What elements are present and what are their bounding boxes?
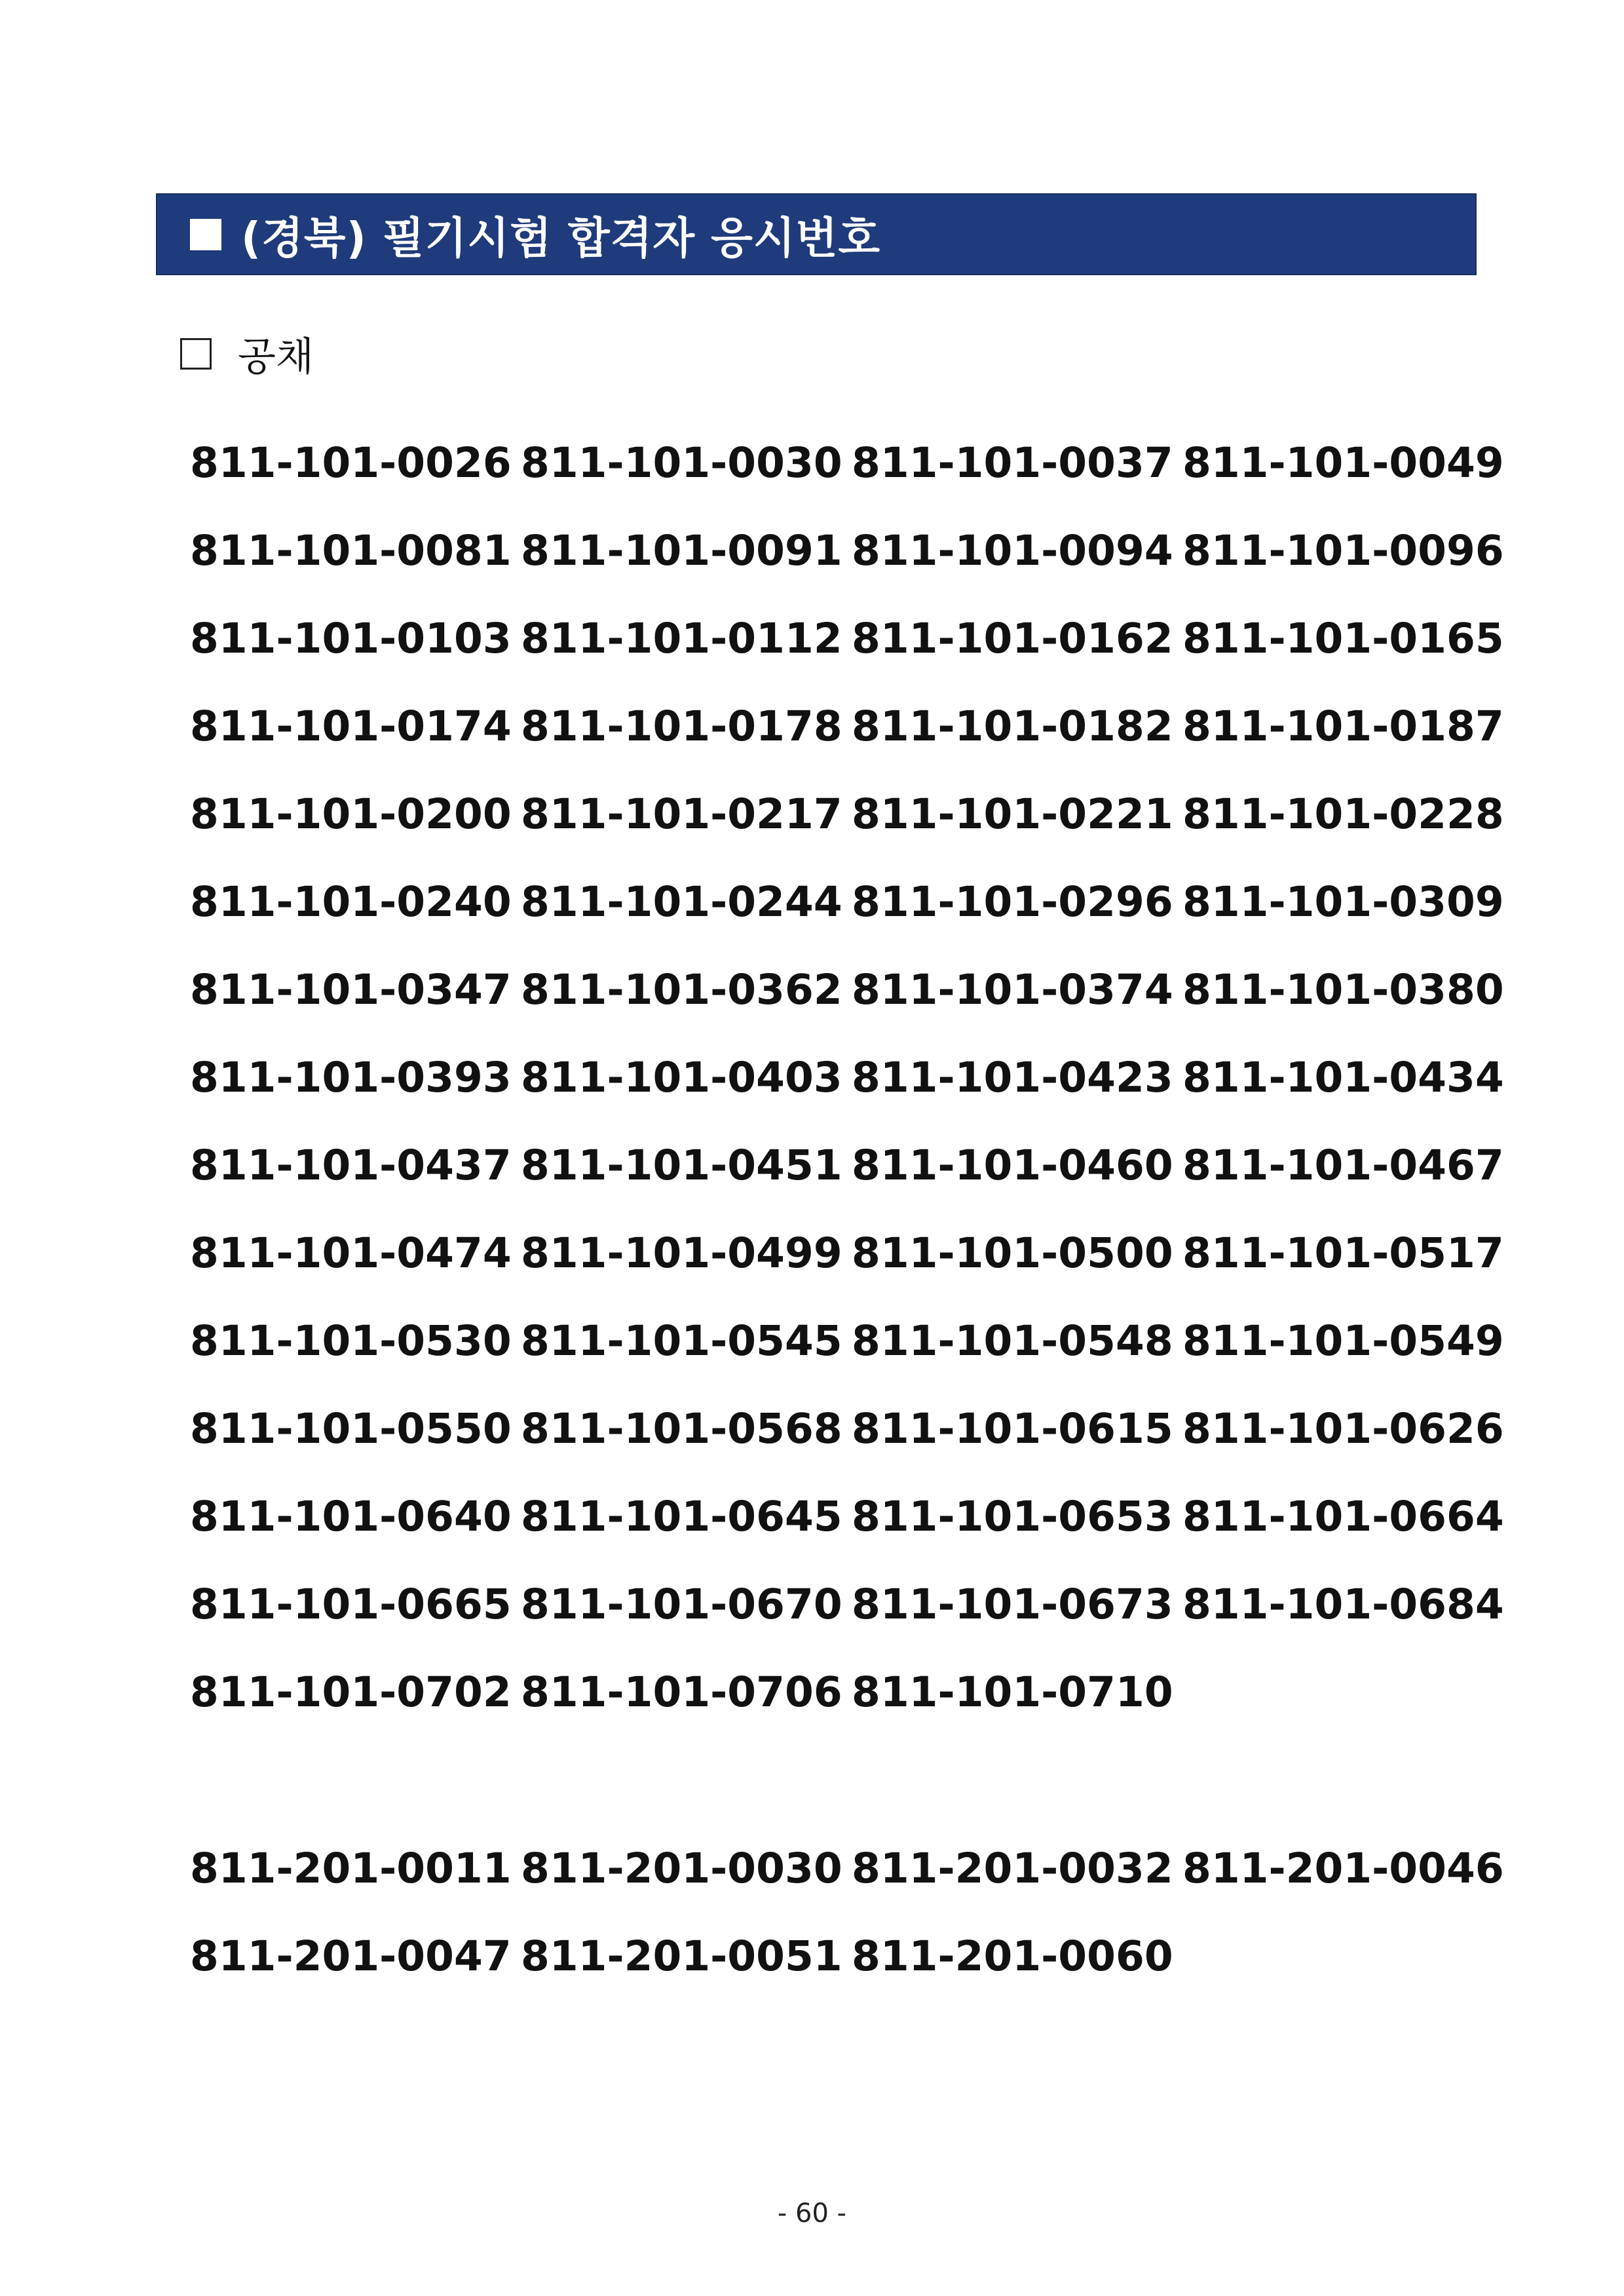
exam-number: 811-101-0049 [1182,439,1504,487]
page-number: - 60 - [777,2198,847,2229]
exam-number: 811-101-0670 [521,1580,842,1628]
exam-number: 811-101-0200 [190,790,512,838]
exam-number: 811-101-0162 [852,615,1173,662]
exam-number: 811-101-0434 [1182,1054,1504,1101]
exam-number-list [190,0,1504,2296]
exam-number: 811-101-0451 [521,1141,842,1189]
exam-number: 811-101-0706 [521,1668,842,1716]
exam-number: 811-101-0240 [190,878,512,926]
exam-number: 811-101-0517 [1182,1229,1504,1277]
exam-number: 811-101-0217 [521,790,842,838]
exam-number: 811-201-0030 [521,1845,842,1892]
exam-number: 811-101-0174 [190,702,512,750]
exam-number: 811-101-0549 [1182,1317,1504,1365]
exam-number: 811-101-0026 [190,439,512,487]
exam-number: 811-101-0037 [852,439,1173,487]
exam-number: 811-101-0221 [852,790,1173,838]
exam-number: 811-201-0046 [1182,1845,1504,1892]
exam-number: 811-201-0011 [190,1845,512,1892]
exam-number: 811-101-0550 [190,1405,512,1453]
exam-number: 811-201-0032 [852,1845,1173,1892]
exam-number: 811-101-0103 [190,615,512,662]
exam-number: 811-101-0673 [852,1580,1173,1628]
exam-number: 811-101-0030 [521,439,842,487]
exam-number: 811-101-0467 [1182,1141,1504,1189]
exam-number: 811-101-0165 [1182,615,1504,662]
exam-number: 811-101-0568 [521,1405,842,1453]
exam-number: 811-101-0228 [1182,790,1504,838]
exam-number: 811-101-0309 [1182,878,1504,926]
exam-number: 811-201-0051 [521,1932,842,1980]
exam-number: 811-101-0244 [521,878,842,926]
exam-number: 811-101-0403 [521,1054,842,1101]
exam-number: 811-101-0112 [521,615,842,662]
exam-number: 811-101-0094 [852,527,1173,575]
exam-number: 811-101-0710 [852,1668,1173,1716]
exam-number: 811-101-0437 [190,1141,512,1189]
exam-number: 811-101-0684 [1182,1580,1504,1628]
exam-number: 811-101-0374 [852,966,1173,1014]
exam-number: 811-101-0296 [852,878,1173,926]
exam-number: 811-101-0187 [1182,702,1504,750]
exam-number: 811-101-0423 [852,1054,1173,1101]
exam-number: 811-201-0047 [190,1932,512,1980]
exam-number: 811-101-0474 [190,1229,512,1277]
exam-number: 811-101-0380 [1182,966,1504,1014]
exam-number: 811-101-0615 [852,1405,1173,1453]
exam-number: 811-101-0500 [852,1229,1173,1277]
exam-number: 811-101-0347 [190,966,512,1014]
exam-number: 811-101-0664 [1182,1493,1504,1540]
exam-number: 811-101-0091 [521,527,842,575]
exam-number: 811-101-0545 [521,1317,842,1365]
exam-number: 811-101-0499 [521,1229,842,1277]
exam-number: 811-101-0548 [852,1317,1173,1365]
exam-number: 811-101-0640 [190,1493,512,1540]
exam-number: 811-101-0530 [190,1317,512,1365]
exam-number: 811-101-0626 [1182,1405,1504,1453]
exam-number: 811-101-0460 [852,1141,1173,1189]
exam-number: 811-101-0702 [190,1668,512,1716]
exam-number: 811-101-0653 [852,1493,1173,1540]
exam-number: 811-101-0665 [190,1580,512,1628]
subheading-label: 공채 [238,334,314,380]
exam-number: 811-101-0178 [521,702,842,750]
exam-number: 811-101-0645 [521,1493,842,1540]
exam-number: 811-201-0060 [852,1932,1173,1980]
exam-number: 811-101-0081 [190,527,512,575]
exam-number: 811-101-0182 [852,702,1173,750]
section-title: (경북) 필기시험 합격자 응시번호 [241,213,881,263]
exam-number: 811-101-0096 [1182,527,1504,575]
exam-number: 811-101-0362 [521,966,842,1014]
exam-number: 811-101-0393 [190,1054,512,1101]
